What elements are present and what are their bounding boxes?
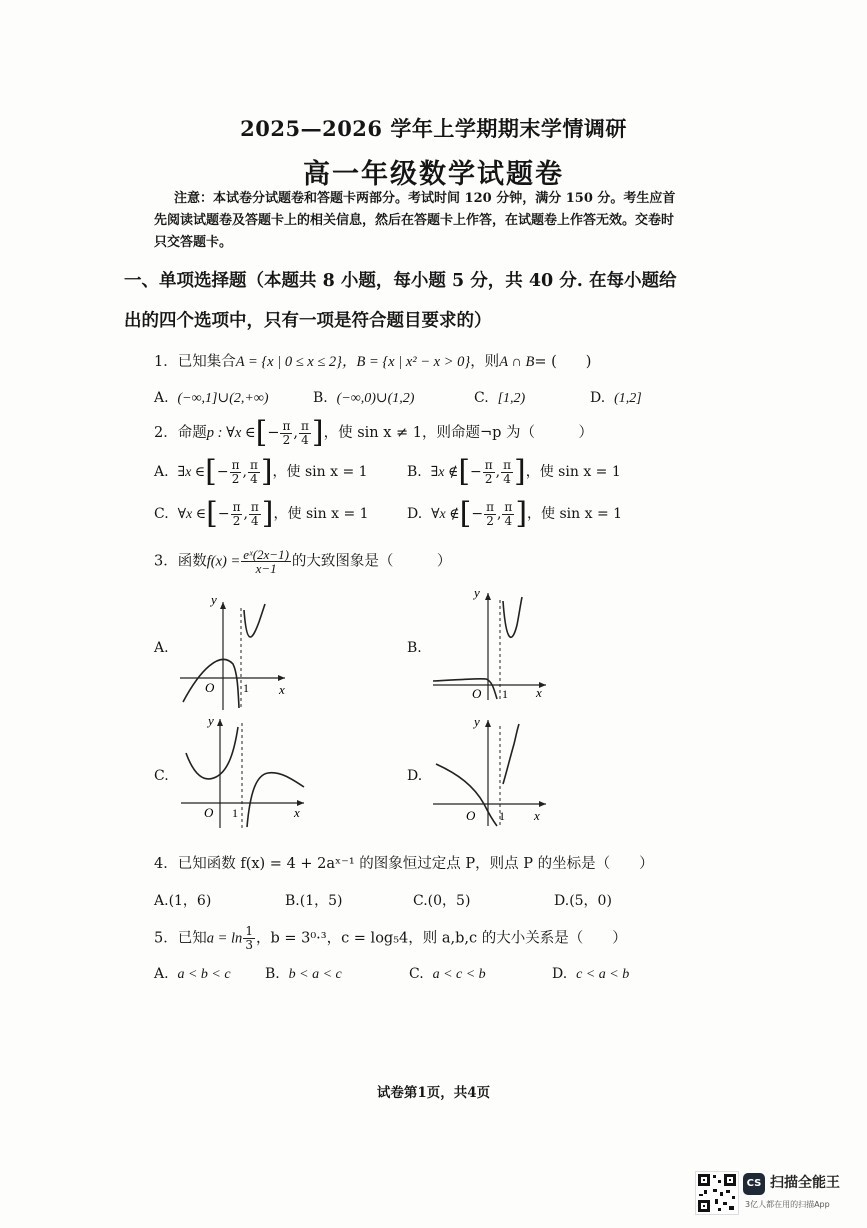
q4-option-c-text: (0，5) bbox=[427, 893, 471, 909]
curve-left-branch bbox=[186, 727, 238, 779]
notice-line-1 bbox=[154, 188, 726, 210]
denominator: 4 bbox=[251, 513, 259, 528]
q5-option-c bbox=[409, 966, 486, 983]
q2-option-c bbox=[154, 496, 369, 531]
y-label: y bbox=[208, 713, 214, 728]
q5-option-d bbox=[552, 966, 629, 983]
question-5-text-b: ，b = 3⁰·³，c = log₅4，则 a,b,c 的大小关系是（ ） bbox=[255, 930, 627, 947]
pi-symbol: π bbox=[484, 457, 493, 472]
one-label: 1 bbox=[232, 806, 238, 820]
comma: , bbox=[496, 506, 502, 522]
question-1-text-b: ，则 bbox=[470, 354, 500, 370]
question-3-number: 3． bbox=[154, 553, 178, 570]
interval-close-bracket: ] bbox=[260, 454, 273, 489]
q1-option-a-text: (−∞,1]∪(2,+∞) bbox=[177, 391, 269, 406]
origin-label: O bbox=[466, 808, 476, 823]
denominator: 2 bbox=[282, 432, 291, 447]
q5-option-a-key: A. bbox=[154, 966, 169, 982]
question-1-blank: = ( ) bbox=[534, 354, 592, 370]
question-5-text-a: 已知 bbox=[177, 930, 207, 947]
pi-symbol: π bbox=[504, 499, 513, 514]
denominator: 4 bbox=[250, 471, 258, 486]
exam-header-title: 2025—2026 学年上学期期末学情调研 bbox=[240, 116, 627, 141]
numerator: 1 bbox=[245, 924, 253, 938]
comma: , bbox=[495, 464, 501, 480]
neg-pi-over-2 bbox=[231, 501, 243, 528]
question-3-fraction bbox=[241, 548, 291, 575]
minus-sign: − bbox=[470, 464, 482, 480]
q5-option-b-key: B. bbox=[265, 966, 280, 982]
q5-option-d-text: c < a < b bbox=[576, 967, 630, 982]
question-2-number: 2． bbox=[154, 425, 178, 441]
neg-pi-over-2 bbox=[280, 420, 292, 447]
q1-option-b bbox=[313, 390, 414, 407]
q3-option-a-key: A. bbox=[154, 640, 169, 656]
y-axis-arrow bbox=[485, 593, 491, 600]
pi-over-4 bbox=[502, 501, 514, 528]
pi-symbol: π bbox=[232, 499, 241, 514]
x-axis-arrow bbox=[539, 801, 546, 807]
q4-option-a-key: A. bbox=[154, 893, 169, 909]
q3-graph-c bbox=[176, 713, 311, 833]
q1-option-a bbox=[154, 390, 269, 407]
q4-option-d-text: (5，0) bbox=[569, 893, 612, 909]
quantifier: ∃x ∈ bbox=[177, 465, 206, 480]
origin-label: O bbox=[204, 805, 214, 820]
x-label: x bbox=[534, 808, 540, 823]
q3-option-d-key: D. bbox=[407, 768, 423, 784]
q5-option-c-text: a < c < b bbox=[432, 967, 486, 982]
q3-graph-b bbox=[428, 585, 553, 705]
q3-graph-a bbox=[175, 590, 305, 715]
q2-option-a-key: A. bbox=[154, 464, 169, 480]
one-label: 1 bbox=[243, 681, 249, 695]
comma: , bbox=[242, 464, 247, 480]
interval-close-bracket: ] bbox=[515, 496, 528, 531]
q4-option-c-key: C. bbox=[413, 893, 428, 909]
q2-option-b-key: B. bbox=[407, 464, 422, 480]
q1-option-d-key: D. bbox=[590, 390, 606, 406]
q1-option-d-text: (1,2] bbox=[614, 391, 642, 406]
y-axis-arrow bbox=[217, 719, 223, 726]
notice-line-2: 先阅读试题卷及答题卡上的相关信息，然后在答题卡上作答，在试题卷上作答无效。交卷时 bbox=[154, 213, 675, 228]
q2-option-b bbox=[407, 454, 621, 489]
scanner-app-tagline: 3亿人都在用的扫描App bbox=[745, 1200, 830, 1209]
q5-option-b bbox=[265, 966, 342, 983]
interval-open-bracket: [ bbox=[458, 454, 471, 489]
q5-option-c-key: C. bbox=[409, 966, 424, 982]
question-5-number: 5． bbox=[154, 930, 178, 947]
origin-label: O bbox=[472, 686, 482, 701]
question-1-sets: A = {x | 0 ≤ x ≤ 2}，B = {x | x² − x > 0} bbox=[235, 354, 471, 370]
q1-option-d bbox=[590, 390, 642, 407]
q5-option-a-text: a < b < c bbox=[177, 967, 231, 982]
neg-pi-over-2 bbox=[484, 501, 496, 528]
comma: , bbox=[293, 425, 298, 441]
x-label: x bbox=[536, 685, 542, 700]
comma: , bbox=[243, 506, 248, 522]
curve-right-branch bbox=[503, 724, 519, 784]
question-1-text-a: 已知集合 bbox=[177, 354, 236, 370]
interval-open-bracket: [ bbox=[206, 496, 218, 531]
x-label: x bbox=[279, 682, 285, 697]
q4-option-a bbox=[154, 890, 211, 910]
pi-symbol: π bbox=[503, 457, 512, 472]
q2-option-a-tail: ，使 sin x = 1 bbox=[272, 464, 368, 480]
question-3-text-b: 的大致图象是（ ） bbox=[291, 553, 452, 570]
question-4-number: 4． bbox=[154, 856, 178, 872]
interval-close-bracket: ] bbox=[514, 454, 526, 489]
question-1-number: 1． bbox=[154, 354, 178, 370]
denominator: 4 bbox=[301, 432, 309, 447]
neg-pi-over-2 bbox=[483, 459, 495, 486]
interval-close-bracket: ] bbox=[311, 415, 324, 450]
denominator: 2 bbox=[232, 513, 241, 528]
q5-option-b-text: b < a < c bbox=[288, 967, 342, 982]
notice-text-1: 本试卷分试题卷和答题卡两部分。考试时间 120 分钟，满分 150 分。考生应首 bbox=[213, 191, 676, 206]
origin-label: O bbox=[205, 680, 215, 695]
pi-symbol: π bbox=[250, 499, 259, 514]
pi-symbol: π bbox=[300, 418, 309, 433]
question-1-expression: A ∩ B bbox=[499, 354, 535, 370]
pi-over-4 bbox=[501, 459, 513, 486]
y-axis-arrow bbox=[220, 602, 226, 609]
section-heading-line-1: 一、单项选择题（本题共 8 小题，每小题 5 分，共 40 分. 在每小题给 bbox=[124, 271, 677, 291]
question-2-text-a: 命题 bbox=[177, 425, 207, 441]
scanner-app-name: 扫描全能王 bbox=[770, 1175, 840, 1191]
y-axis-arrow bbox=[485, 720, 491, 727]
q4-option-b-key: B. bbox=[285, 893, 300, 909]
q1-option-c-text: [1,2) bbox=[497, 391, 526, 406]
x-label: x bbox=[294, 805, 300, 820]
qr-code-icon bbox=[695, 1171, 739, 1215]
q2-option-d-tail: ，使 sin x = 1 bbox=[527, 506, 623, 522]
q4-option-a-text: (1，6) bbox=[168, 893, 212, 909]
q2-option-a bbox=[154, 454, 368, 489]
q1-option-c bbox=[474, 390, 525, 407]
question-3-text-a: 函数 bbox=[177, 553, 207, 570]
q4-option-b bbox=[285, 890, 343, 910]
question-4-stem bbox=[154, 852, 654, 873]
question-3-function: f(x) = bbox=[206, 553, 241, 570]
denominator: 4 bbox=[504, 513, 513, 528]
question-5-a-definition: a = ln bbox=[206, 930, 243, 947]
interval-open-bracket: [ bbox=[459, 496, 472, 531]
q1-option-b-text: (−∞,0)∪(1,2) bbox=[336, 391, 415, 406]
one-label: 1 bbox=[499, 809, 505, 823]
one-third-fraction bbox=[243, 925, 255, 952]
curve-right-branch bbox=[244, 604, 265, 637]
minus-sign: − bbox=[471, 506, 484, 522]
q1-option-b-key: B. bbox=[313, 390, 328, 406]
page-footer: 试卷第1页，共4页 bbox=[376, 1085, 491, 1101]
interval-close-bracket: ] bbox=[261, 496, 274, 531]
minus-sign: − bbox=[267, 425, 280, 441]
q4-option-d bbox=[554, 890, 612, 910]
q3-option-b-key: B. bbox=[407, 640, 422, 656]
neg-pi-over-2 bbox=[230, 459, 242, 486]
q2-option-c-tail: ，使 sin x = 1 bbox=[273, 506, 369, 522]
y-label: y bbox=[474, 714, 480, 729]
q3-option-c-key: C. bbox=[154, 768, 169, 784]
minus-sign: − bbox=[216, 464, 229, 480]
notice-label: 注意： bbox=[174, 191, 214, 206]
question-4-text: 已知函数 f(x) = 4 + 2aˣ⁻¹ 的图象恒过定点 P，则点 P 的坐标是（ ） bbox=[177, 856, 654, 872]
quantifier: ∀x ∉ bbox=[431, 507, 460, 522]
q2-option-d-key: D. bbox=[407, 506, 423, 522]
q2-option-c-key: C. bbox=[154, 506, 169, 522]
numerator: eˣ(2x−1) bbox=[243, 547, 289, 562]
q3-graph-d bbox=[428, 712, 553, 830]
question-5-stem bbox=[154, 925, 627, 952]
y-label: y bbox=[211, 592, 217, 607]
question-1-stem bbox=[154, 350, 591, 371]
q1-option-a-key: A. bbox=[154, 390, 169, 406]
denominator: 3 bbox=[245, 938, 253, 952]
minus-sign: − bbox=[217, 506, 230, 522]
question-2-condition: ，使 sin x ≠ 1，则命题¬p 为（ ） bbox=[323, 425, 594, 441]
x-axis-arrow bbox=[278, 675, 285, 681]
exam-subtitle: 高一年级数学试题卷 bbox=[303, 159, 564, 190]
q2-option-d bbox=[407, 496, 623, 531]
q1-option-c-key: C. bbox=[474, 390, 489, 406]
denominator: 4 bbox=[503, 471, 511, 486]
pi-over-4 bbox=[249, 501, 261, 528]
curve-left-branch bbox=[433, 679, 497, 699]
pi-over-4 bbox=[299, 420, 311, 447]
interval-open-bracket: [ bbox=[255, 415, 268, 450]
notice-line-3: 只交答题卡。 bbox=[154, 235, 233, 250]
curve-right-branch bbox=[503, 597, 522, 637]
interval-open-bracket: [ bbox=[205, 454, 217, 489]
quantifier: ∀x ∈ bbox=[177, 507, 207, 522]
pi-symbol: π bbox=[486, 499, 494, 514]
denominator: 2 bbox=[486, 513, 494, 528]
pi-over-4 bbox=[248, 459, 260, 486]
question-3-stem bbox=[154, 548, 451, 575]
one-label: 1 bbox=[502, 687, 508, 701]
quantifier: ∃x ∉ bbox=[430, 465, 459, 480]
question-2-proposition: p : ∀x ∈ bbox=[206, 425, 256, 441]
q5-option-d-key: D. bbox=[552, 966, 568, 982]
denominator: x−1 bbox=[255, 561, 277, 576]
denominator: 2 bbox=[484, 471, 493, 486]
pi-symbol: π bbox=[231, 457, 240, 472]
y-label: y bbox=[474, 585, 480, 600]
pi-symbol: π bbox=[282, 418, 291, 433]
q4-option-c bbox=[413, 890, 470, 910]
q4-option-d-key: D. bbox=[554, 893, 570, 909]
section-heading-line-2: 出的四个选项中，只有一项是符合题目要求的） bbox=[124, 311, 492, 331]
camscanner-logo-icon: CS bbox=[743, 1173, 765, 1195]
denominator: 2 bbox=[231, 471, 240, 486]
pi-symbol: π bbox=[249, 457, 258, 472]
question-2-stem bbox=[154, 415, 594, 450]
q2-option-b-tail: ，使 sin x = 1 bbox=[525, 464, 621, 480]
q5-option-a bbox=[154, 966, 231, 983]
q4-option-b-text: (1，5) bbox=[299, 893, 343, 909]
